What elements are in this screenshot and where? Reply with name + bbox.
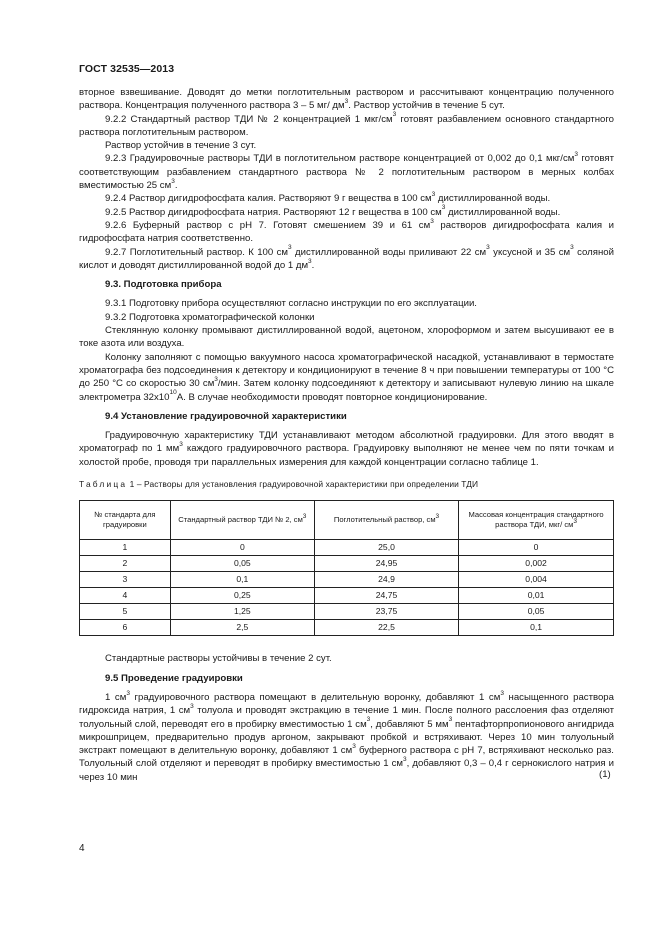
superscript: 3 [573,517,577,525]
superscript: 3 [431,191,436,199]
text: уксусной и 35 см [489,246,571,258]
text: пентафторпропионового ангидрида микрошприцем, предварительно продув аргоном, закрывают пробкой и встряхивают. Через 10 мин толуольный экстракт помещают в делительную воронку, добавляют 1 см [79,718,614,757]
superscript: 3 [500,689,504,697]
superscript: 3 [214,376,218,384]
paragraph-9-3-2-filling [79,351,614,404]
table-cell: 0,01 [459,588,614,604]
table-cell: 24,95 [314,556,458,572]
text: дистиллированной воды приливают 22 см [291,246,487,258]
superscript: 3 [344,98,349,106]
section-heading-9-3: 9.3. Подготовка прибора [105,279,222,291]
header-text: Стандартный раствор ТДИ № 2, см [178,515,303,525]
table-header-row [80,501,614,540]
superscript: 3 [352,742,356,750]
table-cell: 0 [170,540,314,556]
text: , добавляют 0,3 – 0,4 г сернокислого натрия и через 10 мин [79,758,614,783]
text: 9.2.4 Раствор дигидрофосфата калия. Растворяют 9 г вещества в 100 см [105,193,432,205]
table-cell: 0,05 [170,556,314,572]
superscript: 3 [430,217,434,225]
text: растворов дигидрофосфата калия и гидрофосфата натрия соответственно. [79,219,615,245]
superscript: 3 [302,512,307,520]
superscript: 3 [308,257,312,265]
superscript: 3 [288,244,292,252]
superscript: 3 [171,177,175,185]
text: каждого градуировочного раствора. Градуировку выполняют не менее чем по пяти точкам и холостой пробе, проводя три параллельных измерения для каждой концентрации согласно таблице 1. [79,443,614,468]
table-caption-text: 1 – Растворы для установления градуировочной характеристики при определении ТДИ [127,479,479,490]
paragraph-9-2-5 [79,206,614,219]
table-cell: 24,9 [314,572,458,588]
paragraph-9-5 [79,691,614,784]
column-header-standard-no [80,501,171,540]
superscript: 3 [179,441,183,449]
table-cell: 0,1 [459,620,614,636]
text: Градуировочную характеристику ТДИ устанавливают методом абсолютной градуировки. Для этого вводят в хроматограф по 1 мм [79,430,614,455]
document-body [79,86,614,784]
superscript: 3 [574,151,578,159]
table-cell: 0,05 [459,604,614,620]
table-cell: 1 [80,540,171,556]
paragraph-9-2-6 [79,219,614,246]
superscript: 3 [486,244,490,252]
superscript: 10 [169,389,177,397]
paragraph-9-3-2-washing: Стеклянную колонку промывают дистиллированной водой, ацетоном, хлороформом и затем высушивают ее в токе азота или воздуха. [79,325,614,350]
document-header: ГОСТ 32535—2013 [79,63,175,75]
table-cell: 2 [80,556,171,572]
paragraph-standards-stable: Стандартные растворы устойчивы в течение 2 сут. [105,653,332,665]
table-cell: 5 [80,604,171,620]
text: градуировочного раствора помещают в делительную воронку, добавляют 1 см [129,691,501,703]
paragraph-9-3-1: 9.3.1 Подготовку прибора осуществляют согласно инструкции по его эксплуатации. [105,298,477,310]
text: , добавляют 5 мм [370,718,449,730]
text: буферного раствора с рН 7, встряхивают несколько раз. Толуольный слой отделяют и переводят в пробирку вместимостью 1 см [79,745,614,770]
header-text: № стандарта для градуировки [94,510,156,530]
text: 9.2.2 Стандартный раствор ТДИ № 2 концентрацией 1 мкг/см [105,113,393,125]
calibration-table [79,500,614,636]
superscript: 3 [126,689,130,697]
table-row [80,588,614,604]
column-header-standard-solution [170,501,314,540]
text: 9.2.5 Раствор дигидрофосфата натрия. Растворяют 12 г вещества в 100 см [105,206,442,218]
text: А. В случае необходимости проводят повторное кондиционирование. [176,391,488,403]
table-cell: 4 [80,588,171,604]
superscript: 3 [190,703,194,711]
text: . Раствор устойчив в течение 5 сут. [348,100,505,112]
text: дистиллированной воды. [435,193,551,205]
paragraph-9-2-2 [79,113,614,140]
table-row [80,556,614,572]
spacer [79,636,614,652]
paragraph-9-2-4 [79,192,614,205]
paragraph-9-2-2-stability: Раствор устойчив в течение 3 сут. [105,140,257,152]
table-cell: 23,75 [314,604,458,620]
column-header-absorption-solution [314,501,458,540]
paragraph-9-2-7 [79,246,614,273]
superscript: 3 [403,756,407,764]
superscript: 3 [392,111,397,119]
table-cell: 6 [80,620,171,636]
table-cell: 24,75 [314,588,458,604]
text: . [174,180,178,192]
table-cell: 0,25 [170,588,314,604]
text: 1 см [105,691,127,703]
text: 9.2.6 Буферный раствор с рН 7. Готовят смешением 39 и 61 см [105,219,431,231]
table-cell: 2,5 [170,620,314,636]
text: готовят соответствующим разбавлением стандартного раствора № 2 поглотительным раствором в мерных колбах вместимостью 25 см [79,153,615,192]
paragraph-9-4 [79,429,614,469]
text: 9.2.3 Градуировочные растворы ТДИ в поглотительном растворе концентрацией от 0,002 до 0,1 мкг/см [105,153,575,165]
table-caption-label: Таблица [79,479,128,490]
paragraph-9-2-3 [79,152,614,192]
text: 9.2.7 Поглотительный раствор. К 100 см [105,246,289,258]
superscript: 3 [448,716,453,724]
text: соляной кислот и доводят дистиллированной водой до 1 дм [79,246,614,271]
table-row [80,572,614,588]
text: готовят разбавлением основного стандартного раствора поглотительным раствором. [79,113,615,138]
text: /мин. Затем колонку подсоединяют к детектору и записывают нулевую линию на шкале электрометра 32х10 [79,378,615,403]
header-text: Массовая концентрация стандартного раствора ТДИ, мкг/ см [468,510,604,530]
table-caption [79,478,614,491]
table-cell: 1,25 [170,604,314,620]
table-cell: 0,004 [459,572,614,588]
table-cell: 0,002 [459,556,614,572]
paragraph-9-3-2: 9.3.2 Подготовка хроматографической колонки [105,311,315,323]
paragraph-intro [79,86,614,113]
page-number: 4 [79,843,85,854]
table-cell: 0 [459,540,614,556]
section-heading-9-5: 9.5 Проведение градуировки [105,672,243,684]
table-row [80,540,614,556]
table-cell: 25,0 [314,540,458,556]
superscript: 3 [570,244,574,252]
text: насыщенного раствора гидроксида натрия, 1 см [79,691,614,717]
text: толуола и проводят экстракцию в течение 1 мин. После полного расслоения фаз отделяют толуольный слой, переводят его в пробирку вместимостью 1 см [79,705,614,730]
superscript: 3 [366,716,371,724]
table-cell: 3 [80,572,171,588]
superscript: 3 [435,512,440,520]
header-text: Поглотительный раствор, см [333,515,436,525]
table-row [80,604,614,620]
column-header-mass-concentration [459,501,614,540]
superscript: 3 [441,204,446,212]
section-heading-9-4: 9.4 Установление градуировочной характеристики [105,410,347,422]
text: . [311,259,315,271]
text: вторное взвешивание. Доводят до метки поглотительным раствором и рассчитывают концентрацию полученного раствора. Концентрация полученного раствора 3 – 5 мг/ дм [79,87,614,112]
table-cell: 22,5 [314,620,458,636]
text: дистиллированной воды. [445,206,561,218]
text: Колонку заполняют с помощью вакуумного насоса хроматографической насадкой, устанавливают в термостате хроматографа без подсоединения к детектору и кондиционируют в течение 8 ч при повышении температуры от 100 °С до 250 °С со скоростью 30 см [79,351,614,390]
table-row [80,620,614,636]
table-cell: 0,1 [170,572,314,588]
equation-number: (1) [599,769,611,780]
